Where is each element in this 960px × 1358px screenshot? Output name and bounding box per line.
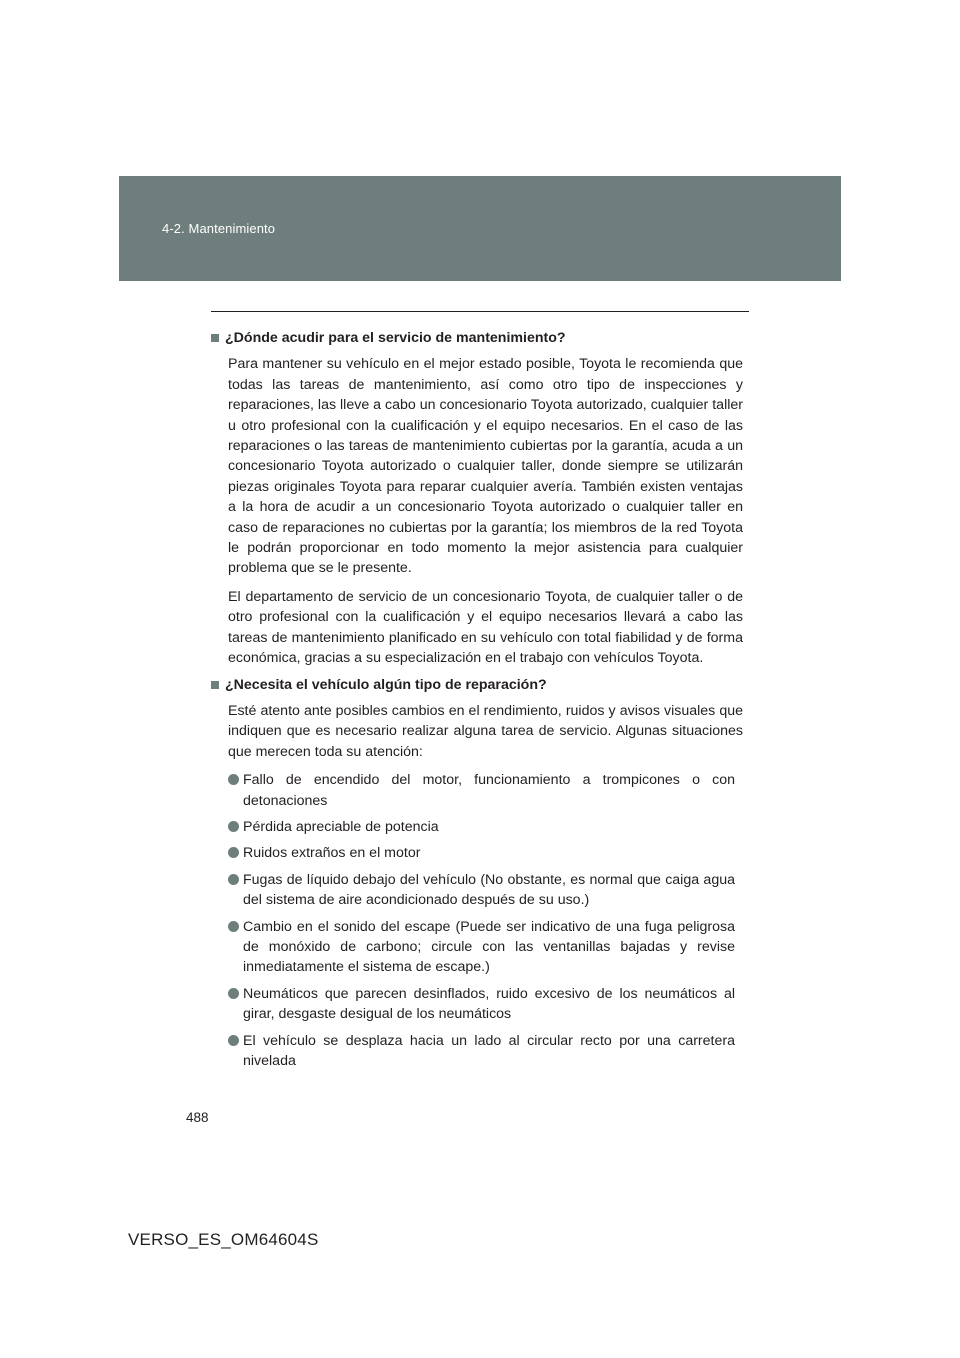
- list-item: Fallo de encendido del motor, funcionamiento a trompicones o con detonaciones: [228, 770, 743, 811]
- square-bullet-icon: [211, 681, 219, 689]
- list-item: Pérdida apreciable de potencia: [228, 817, 743, 837]
- list-item: Neumáticos que parecen desinflados, ruido excesivo de los neumáticos al girar, desgaste desigual de los neumáticos: [228, 984, 743, 1025]
- paragraph: El departamento de servicio de un concesionario Toyota, de cualquier taller o de otro profesional con la cualificación y el equipo necesarios llevará a cabo las tareas de mantenimiento planificado en su vehículo con total fiabilidad y de forma económica, gracias a su especialización en el trabajo con vehículos Toyota.: [228, 588, 743, 667]
- circle-bullet-icon: [228, 874, 239, 885]
- document-code: VERSO_ES_OM64604S: [128, 1230, 319, 1249]
- main-content: [211, 328, 743, 1077]
- list-item: El vehículo se desplaza hacia un lado al circular recto por una carretera nivelada: [228, 1031, 743, 1072]
- section-heading-text: ¿Necesita el vehículo algún tipo de reparación?: [225, 676, 547, 693]
- circle-bullet-icon: [228, 774, 239, 785]
- circle-bullet-icon: [228, 821, 239, 832]
- section-header-band: [119, 176, 841, 281]
- section-heading-text: ¿Dónde acudir para el servicio de mantenimiento?: [225, 330, 566, 346]
- circle-bullet-icon: [228, 1035, 239, 1046]
- section-heading: [211, 328, 743, 348]
- circle-bullet-icon: [228, 988, 239, 999]
- square-bullet-icon: [211, 334, 219, 342]
- page-number: 488: [186, 1110, 209, 1125]
- top-rule: [211, 311, 749, 312]
- circle-bullet-icon: [228, 847, 239, 858]
- list-item: Cambio en el sonido del escape (Puede ser indicativo de una fuga peligrosa de monóxido de carbono; circule con las ventanillas bajadas y revise inmediatamente el sistema de escape.): [228, 917, 743, 978]
- circle-bullet-icon: [228, 921, 239, 932]
- list-item: Ruidos extraños en el motor: [228, 843, 743, 863]
- section-heading: [211, 675, 743, 695]
- list-item: Fugas de líquido debajo del vehículo (No obstante, es normal que caiga agua del sistema de aire acondicionado después de su uso.): [228, 870, 743, 911]
- paragraph: Esté atento ante posibles cambios en el rendimiento, ruidos y avisos visuales que indiquen que es necesario realizar alguna tarea de servicio. Algunas situaciones que merecen toda su atención:: [228, 702, 743, 760]
- paragraph: Para mantener su vehículo en el mejor estado posible, Toyota le recomienda que todas las tareas de mantenimiento, así como otro tipo de inspecciones y reparaciones, las lleve a cabo un concesionario Toyota autorizado, cualquier taller u otro profesional con la cualificación y el equipo necesarios. En el caso de las reparaciones o las tareas de mantenimiento cubiertas por la garantía, acuda a un concesionario Toyota autorizado o cualquier taller, donde siempre se utilizarán piezas originales Toyota para reparar cualquier avería. También existen ventajas a la hora de acudir a un concesionario Toyota autorizado o cualquier taller en caso de reparaciones no cubiertas por la garantía; los miembros de la red Toyota le podrán proporcionar en todo momento la mejor asistencia para cualquier problema que se le presente.: [228, 356, 743, 577]
- section-label: 4-2. Mantenimiento: [162, 221, 276, 236]
- symptom-list: [228, 770, 743, 1071]
